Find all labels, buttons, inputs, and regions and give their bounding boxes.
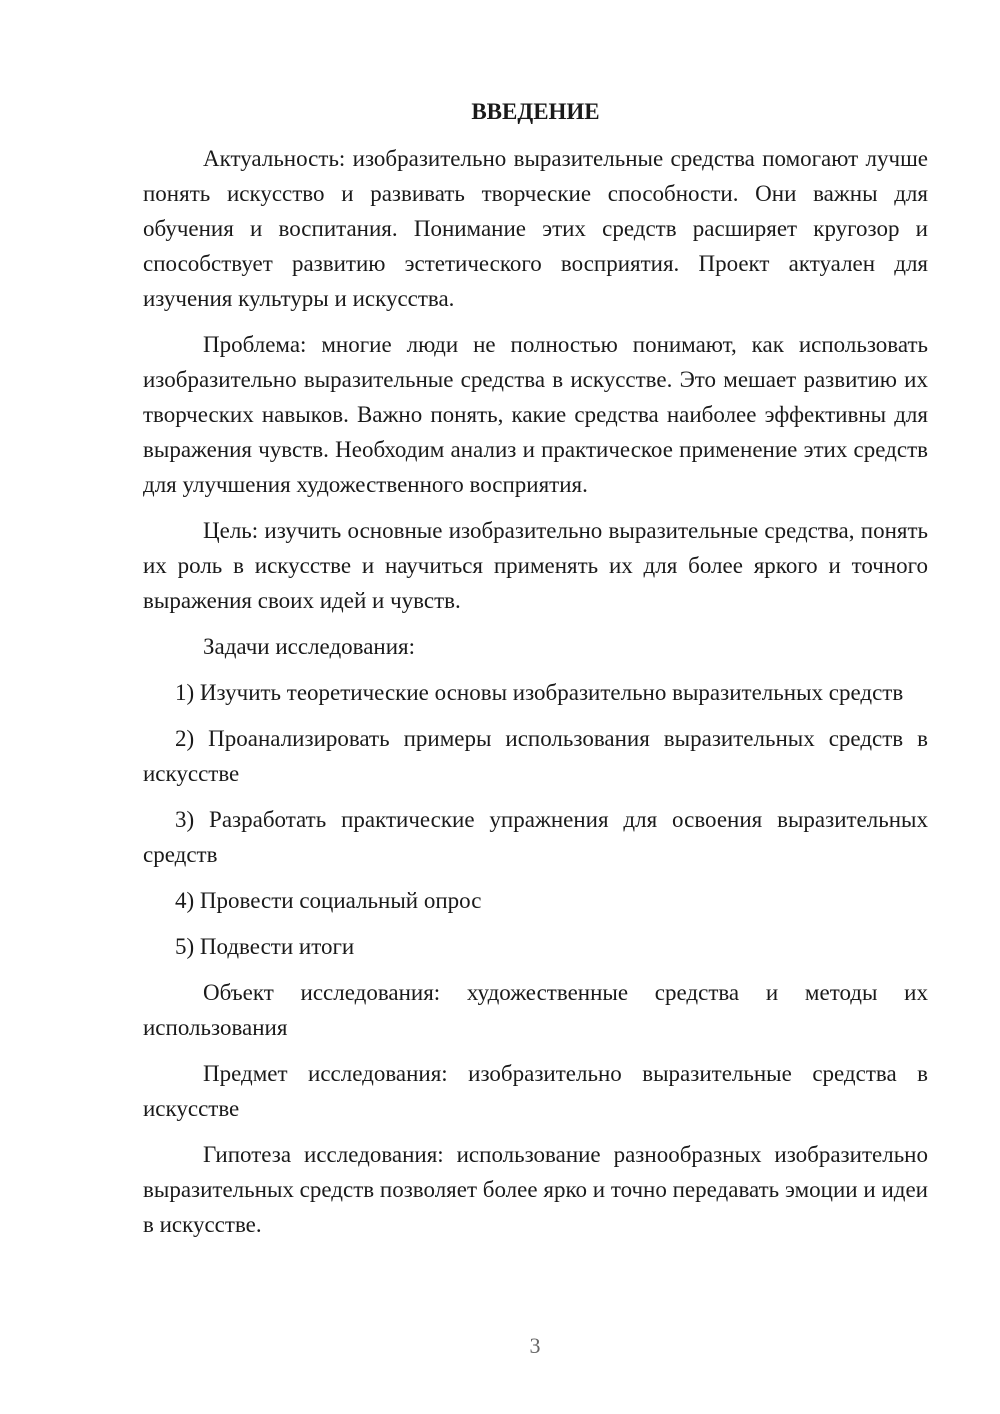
relevance-paragraph: Актуальность: изобразительно выразительные средства помогают лучше понять искусство и развивать творческие способности. Они важны для обучения и воспитания. Понимание этих средств расширяет кругозор и способствует развитию эстетического восприятия. Проект актуален для изучения культуры и искусства. <box>143 146 928 311</box>
task-item-4: 4) Провести социальный опрос <box>175 888 482 913</box>
task-item-1: 1) Изучить теоретические основы изобразительно выразительных средств <box>175 680 904 705</box>
section-title: ВВЕДЕНИЕ <box>471 99 600 124</box>
tasks-heading: Задачи исследования: <box>203 634 416 659</box>
page-content <box>143 94 928 1253</box>
page-number: 3 <box>529 1333 541 1358</box>
object-paragraph: Объект исследования: художественные средства и методы их использования <box>143 980 928 1040</box>
task-item-3: 3) Разработать практические упражнения для освоения выразительных средств <box>143 807 928 867</box>
problem-paragraph: Проблема: многие люди не полностью понимают, как использовать изобразительно выразительные средства в искусстве. Это мешает развитию их творческих навыков. Важно понять, какие средства наиболее эффективны для выражения чувств. Необходим анализ и практическое применение этих средств для улучшения художественного восприятия. <box>143 332 928 497</box>
goal-paragraph: Цель: изучить основные изобразительно выразительные средства, понять их роль в искусстве и научиться применять их для более яркого и точного выражения своих идей и чувств. <box>143 518 928 613</box>
task-item-5: 5) Подвести итоги <box>175 934 355 959</box>
task-item-2: 2) Проанализировать примеры использования выразительных средств в искусстве <box>143 726 928 786</box>
hypothesis-paragraph: Гипотеза исследования: использование разнообразных изобразительно выразительных средств позволяет более ярко и точно передавать эмоции и идеи в искусстве. <box>143 1142 928 1237</box>
subject-paragraph: Предмет исследования: изобразительно выразительные средства в искусстве <box>143 1061 928 1121</box>
